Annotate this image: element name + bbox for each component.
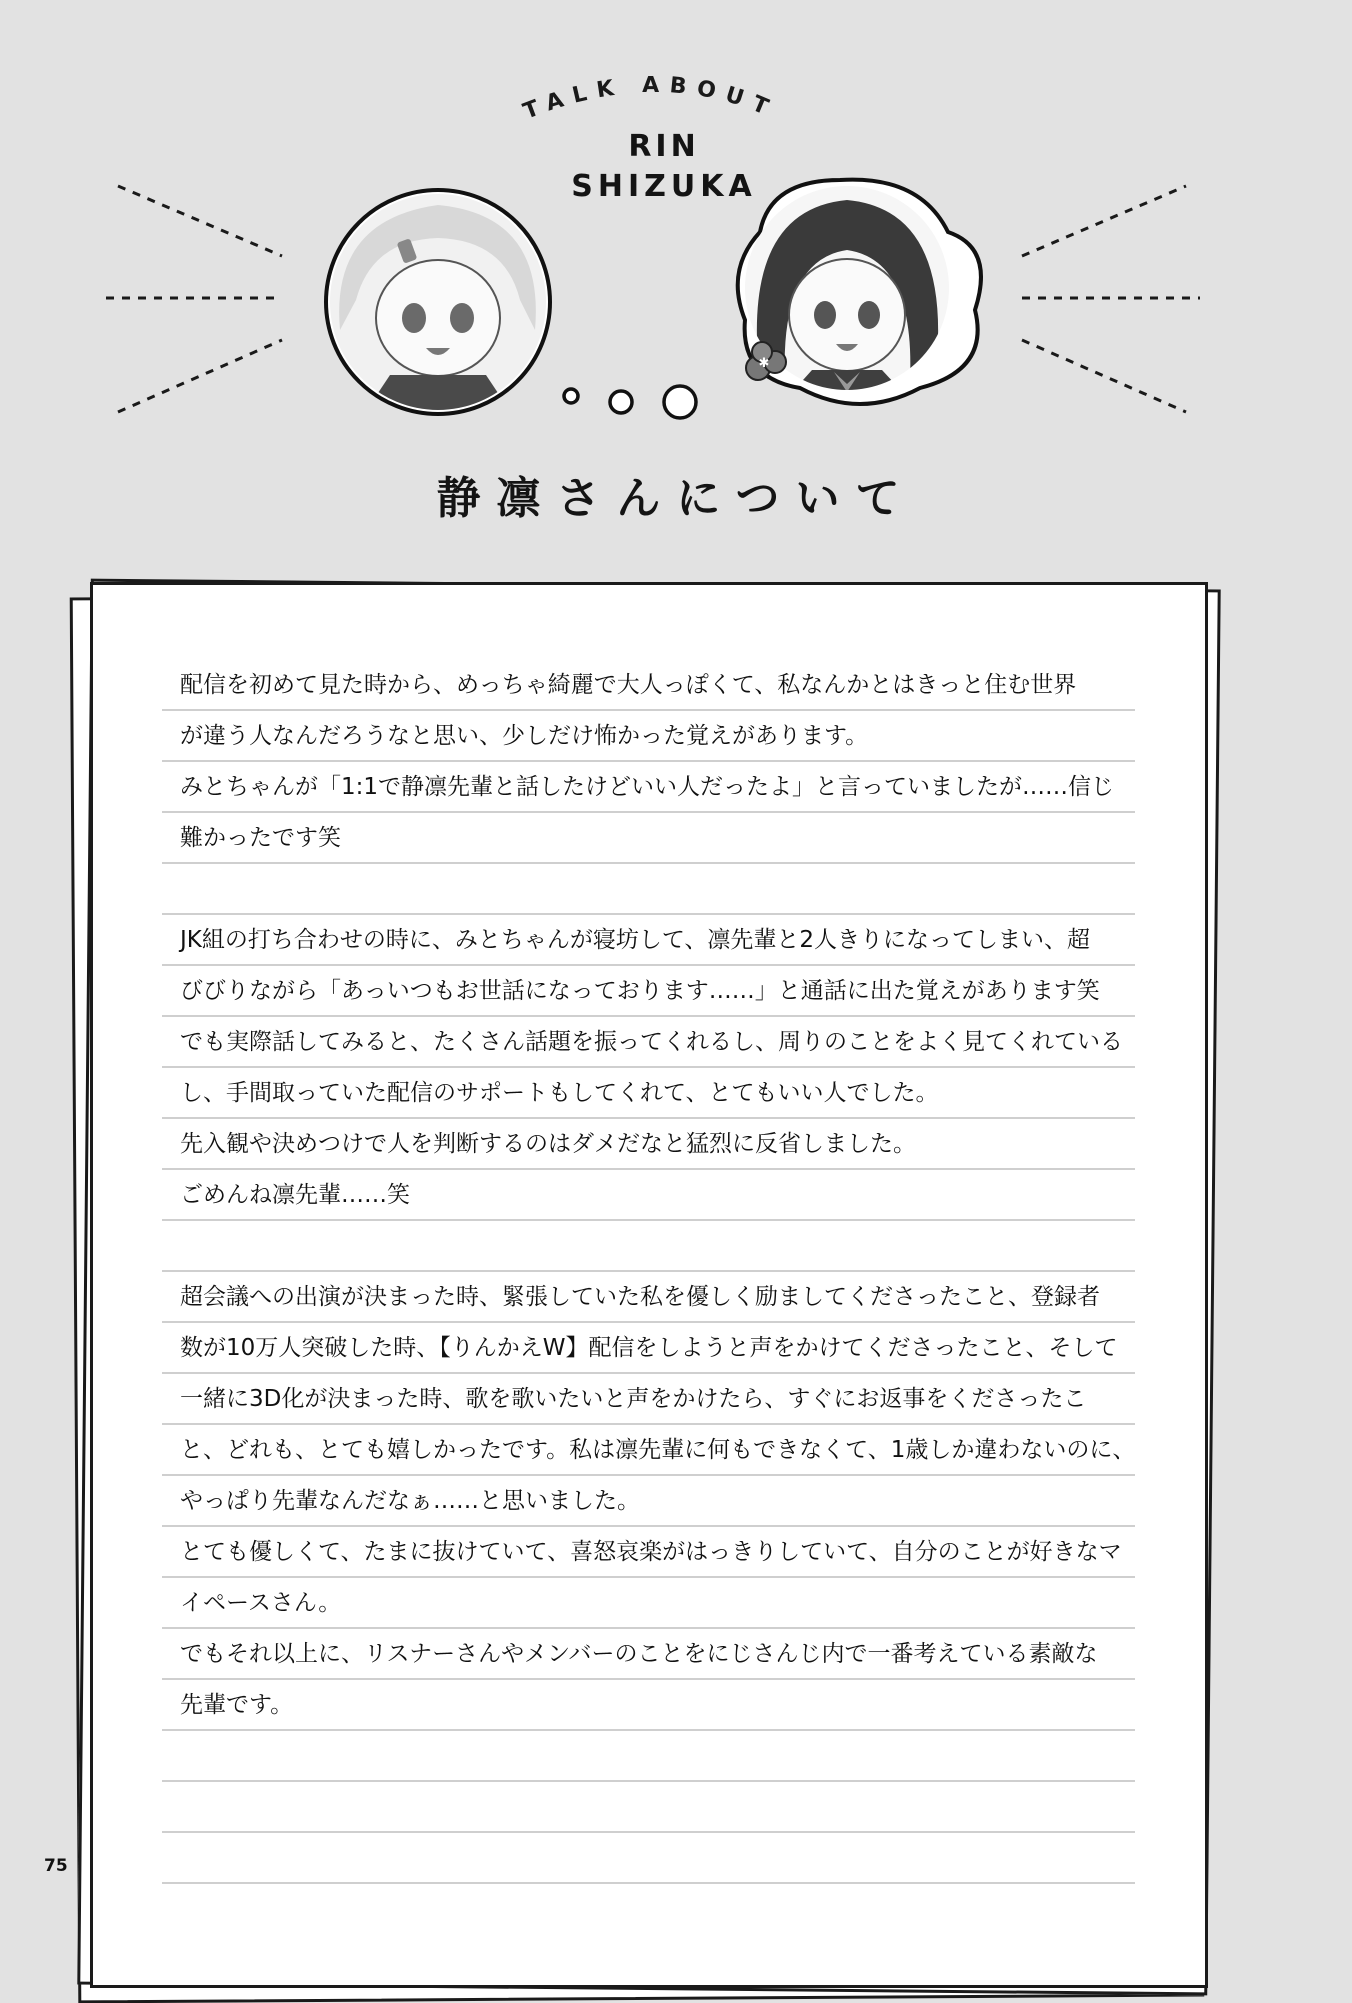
portrait-rin-icon (320, 190, 560, 420)
text-line: 超会議への出演が決まった時、緊張していた私を優しく励ましてくださったこと、登録者 (162, 1272, 1135, 1323)
text-line (162, 1221, 1135, 1272)
text-line: びびりながら「あっいつもお世話になっております……」と通話に出た覚えがあります笑 (162, 966, 1135, 1017)
text-line: 先輩です。 (162, 1680, 1135, 1731)
talk-about-arc-text: TALK ABOUT (520, 72, 781, 125)
text-line: やっぱり先輩なんだなぁ……と思いました。 (162, 1476, 1135, 1527)
text-line: と、どれも、とても嬉しかったです。私は凛先輩に何もできなくて、1歳しか違わないのに、 (162, 1425, 1135, 1476)
page-number: 75 (44, 1856, 68, 1876)
text-line (162, 1833, 1135, 1884)
ruled-text-area (162, 660, 1135, 1884)
text-line: 一緒に3D化が決まった時、歌を歌いたいと声をかけたら、すぐにお返事をくださったこ (162, 1374, 1135, 1425)
text-line: みとちゃんが「1:1で静凛先輩と話したけどいい人だったよ」と言っていましたが……信じ (162, 762, 1135, 813)
header (0, 0, 1352, 560)
page-title: 静凛さんについて (436, 473, 916, 524)
text-line: 先入観や決めつけで人を判断するのはダメだなと猛烈に反省しました。 (162, 1119, 1135, 1170)
svg-text:✱: ✱ (758, 356, 770, 371)
name-line-1: RIN (628, 129, 700, 164)
text-line: し、手間取っていた配信のサポートもしてくれて、とてもいい人でした。 (162, 1068, 1135, 1119)
portrait-shizuka-icon (738, 180, 981, 404)
text-line: イペースさん。 (162, 1578, 1135, 1629)
text-line (162, 864, 1135, 915)
text-line (162, 1782, 1135, 1833)
name-line-2: SHIZUKA (571, 169, 757, 204)
text-line: JK組の打ち合わせの時に、みとちゃんが寝坊して、凛先輩と2人きりになってしまい、超 (162, 915, 1135, 966)
thought-dots (564, 386, 696, 418)
text-line: でも実際話してみると、たくさん話題を振ってくれるし、周りのことをよく見てくれている (162, 1017, 1135, 1068)
text-line: が違う人なんだろうなと思い、少しだけ怖かった覚えがあります。 (162, 711, 1135, 762)
text-line: とても優しくて、たまに抜けていて、喜怒哀楽がはっきりしていて、自分のことが好きなマ (162, 1527, 1135, 1578)
dashed-rays-left (106, 186, 282, 412)
text-line: ごめんね凛先輩……笑 (162, 1170, 1135, 1221)
text-line (162, 1731, 1135, 1782)
dashed-rays-right (1022, 186, 1200, 412)
text-line: 数が10万人突破した時、【りんかえW】配信をしようと声をかけてくださったこと、そして (162, 1323, 1135, 1374)
text-line: 配信を初めて見た時から、めっちゃ綺麗で大人っぽくて、私なんかとはきっと住む世界 (162, 660, 1135, 711)
text-line: 難かったです笑 (162, 813, 1135, 864)
text-line: でもそれ以上に、リスナーさんやメンバーのことをにじさんじ内で一番考えている素敵な (162, 1629, 1135, 1680)
